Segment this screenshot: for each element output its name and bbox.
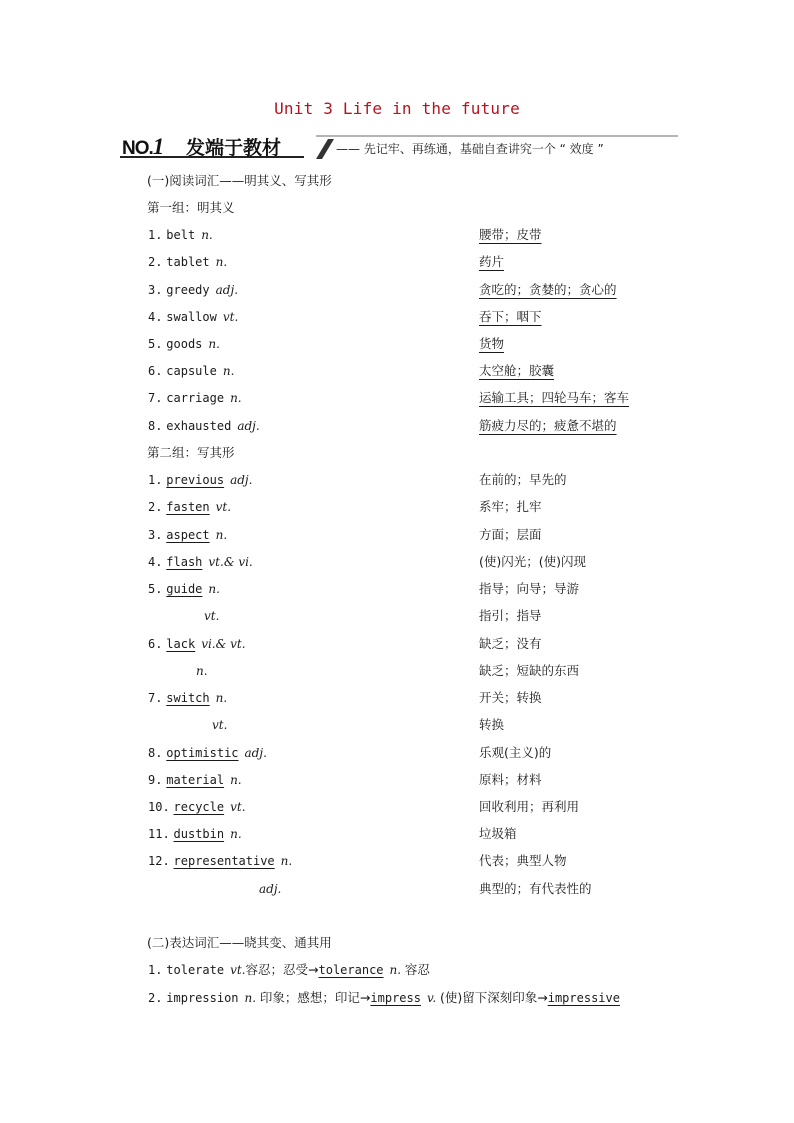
list-item: 2. tablet n. [148, 255, 228, 269]
meaning: 太空舱；胶囊 [479, 363, 555, 378]
list-item: 7. switch n. [148, 691, 228, 705]
list-item: 8. exhausted adj. [148, 419, 260, 433]
list-item-sub: vt. [204, 609, 220, 623]
group1-heading: 第一组：明其义 [147, 200, 235, 215]
list-item: 5. goods n. [148, 337, 220, 351]
list-item: 11. dustbin n. [148, 827, 242, 841]
meaning: 缺乏；没有 [479, 636, 542, 651]
banner-number: NO.1 [122, 134, 164, 159]
meaning: 在前的；早先的 [479, 472, 567, 487]
list-item: 6. capsule n. [148, 364, 235, 378]
meaning: 回收利用；再利用 [479, 799, 580, 814]
list-item-sub: adj. [259, 882, 282, 896]
meaning: 缺乏；短缺的东西 [479, 663, 580, 678]
meaning: (使)闪光；(使)闪现 [479, 554, 587, 569]
section-banner [120, 130, 680, 162]
meaning: 运输工具；四轮马车；客车 [479, 390, 630, 405]
list-item: 12. representative n. [148, 854, 293, 868]
list-item: 6. lack vi.& vt. [148, 637, 246, 651]
section1-heading: (一)阅读词汇——明其义、写其形 [147, 173, 332, 188]
banner-name: 发端于教材 [186, 137, 282, 159]
meaning: 乐观(主义)的 [479, 745, 552, 760]
meaning: 方面；层面 [479, 527, 542, 542]
list-item: 1. tolerate vt.容忍；忍受→tolerance n. 容忍 [148, 962, 430, 977]
list-item: 1. belt n. [148, 228, 213, 242]
page-title: Unit 3 Life in the future [274, 99, 520, 118]
list-item: 2. fasten vt. [148, 500, 232, 514]
meaning: 原料；材料 [479, 772, 542, 787]
list-item: 10. recycle vt. [148, 800, 246, 814]
meaning: 垃圾箱 [479, 826, 517, 841]
list-item: 5. guide n. [148, 582, 220, 596]
meaning: 开关；转换 [479, 690, 542, 705]
meaning: 指引；指导 [479, 608, 542, 623]
list-item: 1. previous adj. [148, 473, 253, 487]
meaning: 代表；典型人物 [479, 853, 567, 868]
meaning: 指导；向导；导游 [479, 581, 580, 596]
meaning: 典型的；有代表性的 [479, 881, 592, 896]
list-item: 3. greedy adj. [148, 283, 239, 297]
list-item: 9. material n. [148, 773, 242, 787]
section2-heading: (二)表达词汇——晓其变、通其用 [147, 935, 332, 950]
list-item: 2. impression n. 印象；感想；印记→impress v. (使)留下深刻印象→impressive [148, 990, 620, 1005]
banner-subtitle: —— 先记牢、再练通，基础自查讲究一个 “ 效度 ” [336, 142, 604, 156]
list-item-sub: vt. [212, 718, 228, 732]
list-item: 4. swallow vt. [148, 310, 239, 324]
meaning: 转换 [479, 717, 505, 732]
meaning: 药片 [479, 254, 505, 269]
list-item-sub: n. [196, 664, 208, 678]
meaning: 腰带；皮带 [479, 227, 542, 242]
list-item: 3. aspect n. [148, 528, 228, 542]
group2-heading: 第二组：写其形 [147, 445, 235, 460]
meaning: 筋疲力尽的；疲惫不堪的 [479, 418, 617, 433]
meaning: 吞下；咽下 [479, 309, 542, 324]
list-item: 7. carriage n. [148, 391, 242, 405]
meaning: 货物 [479, 336, 505, 351]
meaning: 系牢；扎牢 [479, 499, 542, 514]
list-item: 4. flash vt.& vi. [148, 555, 253, 569]
meaning: 贪吃的；贪婪的；贪心的 [479, 282, 617, 297]
list-item: 8. optimistic adj. [148, 746, 267, 760]
